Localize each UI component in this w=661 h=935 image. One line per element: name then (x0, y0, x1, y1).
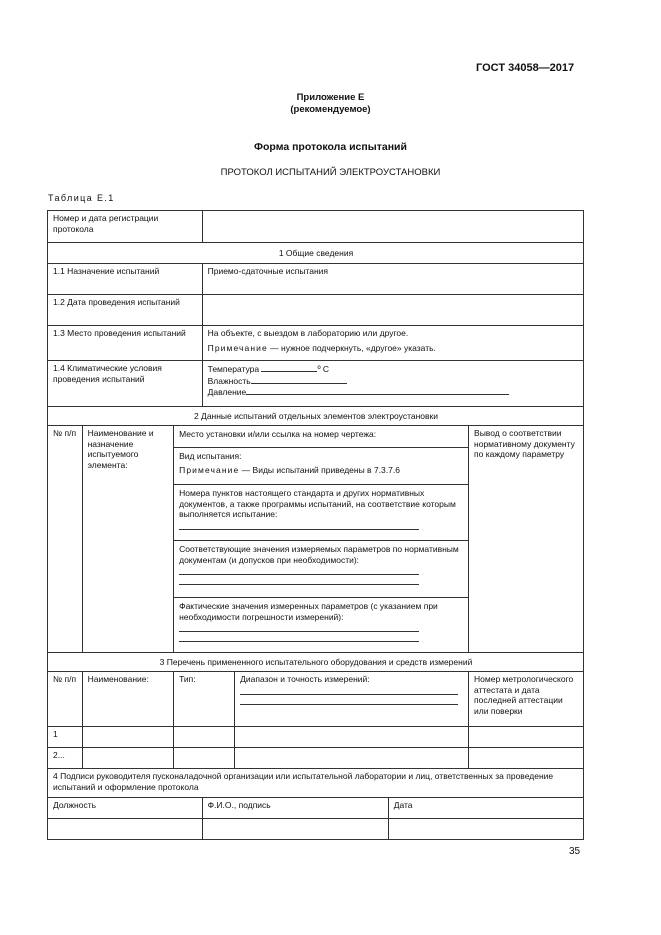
pressure-label: Давление (207, 387, 247, 397)
registration-row (48, 211, 584, 243)
s3-row-1-number: 1 (48, 727, 83, 748)
appendix-title: Приложение Е (296, 92, 365, 103)
s3-row-2-name[interactable] (82, 748, 174, 769)
row-1-3-label: 1.3 Место проведения испытаний (48, 326, 203, 361)
humidity-line (208, 375, 579, 387)
row-1-2-value[interactable] (202, 295, 583, 326)
s4-signature-row (48, 819, 584, 840)
s3-row-1-name[interactable] (82, 727, 174, 748)
form-title: Форма протокола испытаний (254, 141, 407, 153)
humidity-label: Влажность (207, 375, 251, 386)
temperature-unit: º C (317, 364, 330, 374)
section4-heading: 4 Подписи руководителя пусконаладочной организации или испытательной лаборатории и лиц, ответственных за проведение испытаний и оформление протокола (48, 769, 584, 798)
s3-row-2-number: 2... (48, 748, 83, 769)
s3-row-1-type[interactable] (174, 727, 235, 748)
s3-row-2-type[interactable] (174, 748, 235, 769)
s2-details-cell (174, 426, 469, 653)
section1-heading: 1 Общие сведения (48, 243, 584, 264)
s2-test-type-block (174, 448, 468, 485)
s2-actual: Фактические значения измеренных параметров (с указанием при необходимости погрешности измерений): (179, 601, 438, 622)
protocol-title: ПРОТОКОЛ ИСПЫТАНИЙ ЭЛЕКТРОУСТАНОВКИ (220, 167, 441, 178)
pressure-line (208, 386, 579, 398)
s2-norms: Соответствующие значения измеряемых параметров по нормативным документам (и допусков при необходимости): (179, 544, 459, 565)
s3-range-header (235, 672, 469, 727)
protocol-table (47, 210, 584, 840)
s2-actual-line-1[interactable] (179, 622, 419, 632)
temperature-field[interactable] (261, 363, 317, 372)
s3-row-1 (48, 727, 584, 748)
s2-number-header: № п/п (48, 426, 83, 653)
note-text: — нужное подчеркнуть, «другое» указать. (267, 342, 436, 353)
s2-test-note (179, 465, 464, 476)
s3-name-header: Наименование: (82, 672, 174, 727)
row-1-4-value (202, 361, 583, 407)
appendix-note: (рекомендуемое) (290, 104, 371, 115)
pressure-field[interactable] (246, 386, 509, 395)
humidity-field[interactable] (251, 375, 347, 384)
note-word: Примечание (207, 342, 268, 353)
s3-row-2 (48, 748, 584, 769)
s3-range-line-2[interactable] (240, 695, 458, 705)
s3-row-2-cert[interactable] (469, 748, 584, 769)
s2-note-text: — Виды испытаний приведены в 7.3.7.6 (239, 464, 400, 475)
temperature-line (208, 363, 579, 375)
s3-range-line-1[interactable] (240, 685, 458, 695)
s2-actual-line-2[interactable] (179, 632, 419, 642)
row-1-2-label: 1.2 Дата проведения испытаний (48, 295, 203, 326)
s2-points-block (174, 485, 468, 541)
row-1-3-value (202, 326, 583, 361)
s4-position-header: Должность (48, 798, 203, 819)
s2-place: Место установки и/или ссылка на номер чертежа: (174, 426, 468, 448)
s2-norms-block (174, 541, 468, 598)
row-1-3-note (208, 343, 579, 354)
s4-position-value[interactable] (48, 819, 203, 840)
registration-label: Номер и дата регистрации протокола (48, 211, 203, 243)
s2-details (174, 426, 468, 652)
s3-row-2-range[interactable] (235, 748, 469, 769)
section2-heading: 2 Данные испытаний отдельных элементов электроустановки (48, 407, 584, 426)
temperature-label: Температура (207, 364, 260, 374)
standard-number: ГОСТ 34058—2017 (476, 62, 575, 74)
section3-heading: 3 Перечень примененного испытательного оборудования и средств измерений (48, 653, 584, 672)
s2-actual-block (174, 598, 468, 653)
row-1-3-text: На объекте, с выездом в лабораторию или другое. (207, 328, 409, 338)
s3-type-header: Тип: (174, 672, 235, 727)
s2-points-line[interactable] (179, 520, 419, 530)
s3-row-1-range[interactable] (235, 727, 469, 748)
s2-name-header: Наименование и назначение испытуемого элемента: (82, 426, 174, 653)
s3-range-label: Диапазон и точность измерений: (240, 674, 370, 684)
registration-value[interactable] (202, 211, 583, 243)
s3-number-header: № п/п (48, 672, 83, 727)
row-1-1-value: Приемо-сдаточные испытания (202, 264, 583, 295)
s2-points: Номера пунктов настоящего стандарта и других нормативных документов, а также программы испытаний, на соответствие которым выполняется испытание: (179, 488, 456, 519)
row-1-4-label: 1.4 Климатические условия проведения испытаний (48, 361, 203, 407)
s2-norms-line-1[interactable] (179, 565, 419, 575)
s4-name-header: Ф.И.О., подпись (202, 798, 388, 819)
page-number: 35 (569, 846, 581, 857)
s4-date-header: Дата (388, 798, 583, 819)
s3-cert-header: Номер метрологического аттестата и дата последней аттестации или поверки (469, 672, 584, 727)
s3-row-1-cert[interactable] (469, 727, 584, 748)
s2-test-type: Вид испытания: (179, 451, 242, 461)
s4-name-value[interactable] (202, 819, 388, 840)
s2-conclusion-header: Вывод о соответствии нормативному документу по каждому параметру (469, 426, 584, 653)
s2-norms-line-2[interactable] (179, 575, 419, 585)
s4-date-value[interactable] (388, 819, 583, 840)
table-caption: Таблица Е.1 (48, 193, 115, 203)
s2-note-word: Примечание (179, 464, 240, 475)
appendix-heading (0, 92, 661, 116)
row-1-1-label: 1.1 Назначение испытаний (48, 264, 203, 295)
